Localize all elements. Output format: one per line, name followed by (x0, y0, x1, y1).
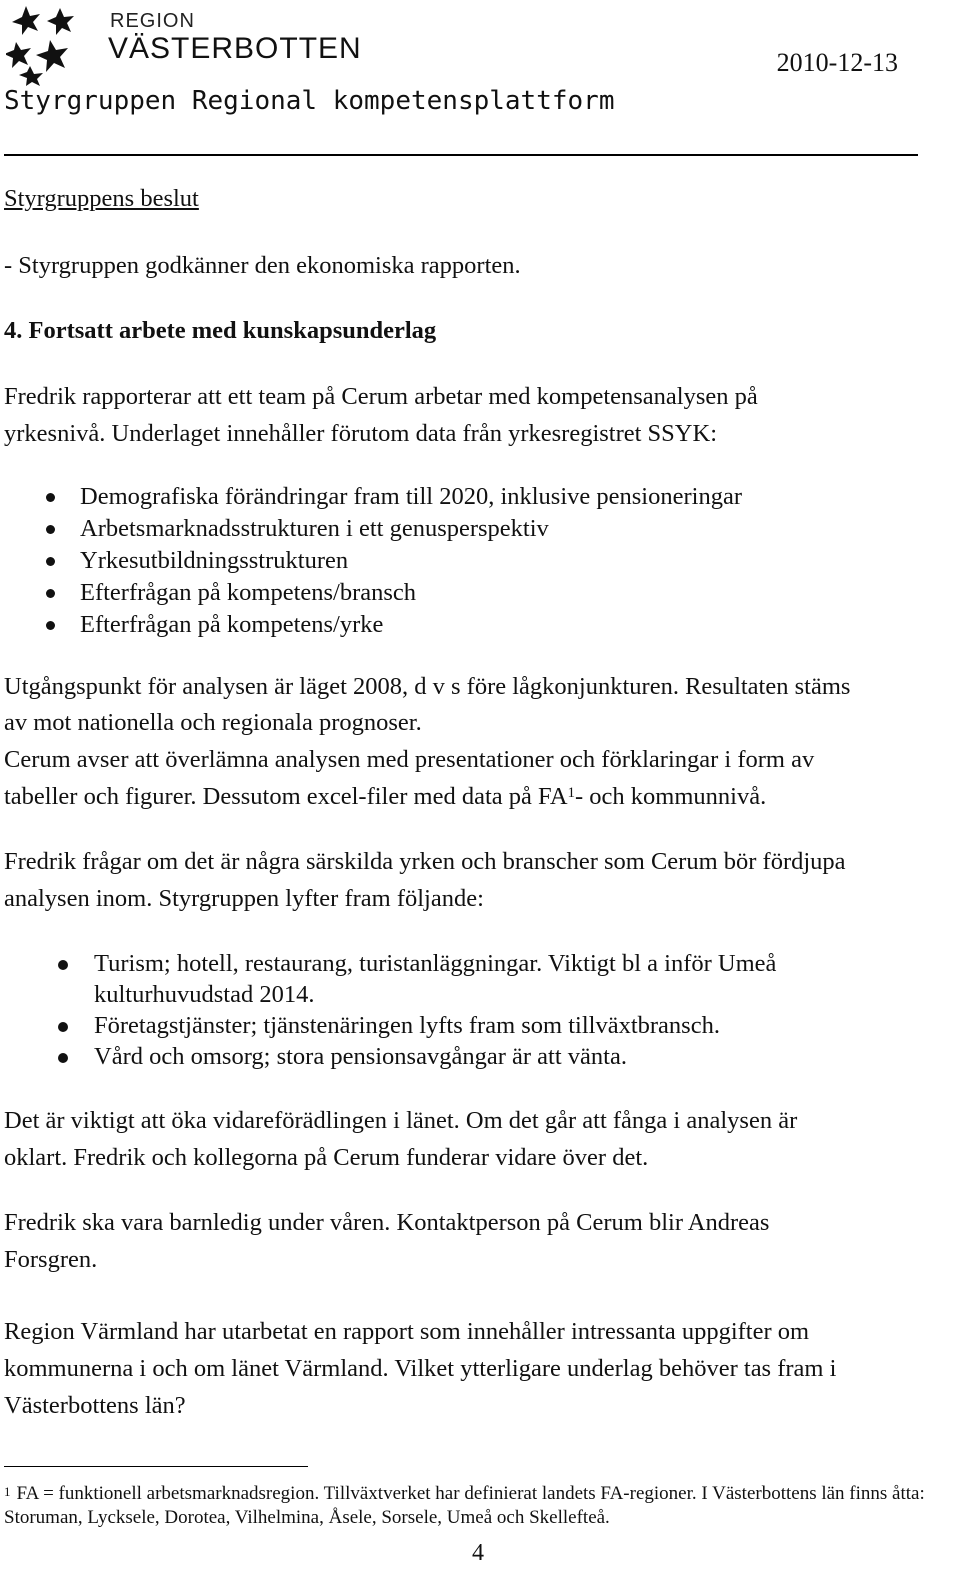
decision-heading: Styrgruppens beslut (4, 185, 199, 212)
paragraph-6-line-2: Forsgren. (4, 1246, 98, 1273)
paragraph-2-line-1: Utgångspunkt för analysen är läget 2008, d v s före lågkonjunkturen. Resultaten stäms (4, 673, 851, 700)
bullet-icon (46, 589, 55, 598)
footnote-reference: 1 (567, 785, 576, 801)
paragraph-2-line-2: av mot nationella och regionala prognoser. (4, 709, 422, 736)
document-header-title: Styrgruppen Regional kompetensplattform (4, 86, 615, 116)
list-item: Företagstjänster; tjänstenäringen lyfts fram som tillväxtbransch. (0, 1010, 884, 1041)
paragraph-3-line-2: tabeller och figurer. Dessutom excel-filer med data på $FA^1-$ och kommunnivå. (4, 783, 767, 810)
decision-text: - Styrgruppen godkänner den ekonomiska rapporten. (4, 252, 521, 279)
org-name-line2: VÄSTERBOTTEN (108, 32, 362, 65)
paragraph-7-line-1: Region Värmland har utarbetat en rapport som innehåller intressanta uppgifter om (4, 1318, 810, 1345)
document-date: 2010-12-13 (776, 48, 898, 77)
paragraph-4-line-2: analysen inom. Styrgruppen lyfter fram följande: (4, 885, 484, 912)
paragraph-5-line-1: Det är viktigt att öka vidareförädlingen i länet. Om det går att fånga i analysen är (4, 1107, 798, 1134)
bullet-icon (58, 960, 68, 970)
paragraph-1-line-1: Fredrik rapporterar att ett team på Cerum arbetar med kompetensanalysen på (4, 383, 758, 410)
paragraph-3-line-1: Cerum avser att överlämna analysen med presentationer och förklaringar i form av (4, 746, 815, 773)
bullet-icon (46, 621, 55, 630)
bullet-icon (58, 1022, 68, 1032)
paragraph-4-line-1: Fredrik frågar om det är några särskilda yrken och branscher som Cerum bör fördjupa (4, 848, 846, 875)
header-divider (4, 154, 918, 156)
footnote-text: FA = funktionell arbetsmarknadsregion. Tillväxtverket har definierat landets FA-regioner. I Västerbottens län finns åtta: Storuman, Lycksele, Dorotea, Vilhelmina, Åsele, Sorsele, Umeå och Skellefteå. (4, 1483, 925, 1528)
bullet-icon (46, 493, 55, 502)
org-logo (6, 4, 88, 86)
paragraph-7-line-2: kommunerna i och om länet Värmland. Vilket ytterligare underlag behöver tas fram i (4, 1355, 837, 1382)
footnote-divider (4, 1466, 308, 1467)
star-cluster-logo-icon (6, 4, 88, 86)
priority-sectors-list (0, 948, 884, 1072)
list-item: Vård och omsorg; stora pensionsavgångar är att vänta. (0, 1041, 884, 1072)
bullet-icon (46, 525, 55, 534)
paragraph-1-line-2: yrkesnivå. Underlaget innehåller förutom data från yrkesregistret SSYK: (4, 420, 718, 447)
footnote (4, 1482, 954, 1530)
page-number: 4 (472, 1540, 484, 1566)
bullet-icon (58, 1053, 68, 1063)
paragraph-7-line-3: Västerbottens län? (4, 1392, 186, 1419)
paragraph-6-line-1: Fredrik ska vara barnledig under våren. Kontaktperson på Cerum blir Andreas (4, 1209, 770, 1236)
section-heading: 4. Fortsatt arbete med kunskapsunderlag (4, 317, 437, 344)
list-item: Turism; hotell, restaurang, turistanläggningar. Viktigt bl a inför Umeå kulturhuvudstad 2014. (0, 948, 884, 1010)
org-name-line1: REGION (110, 10, 195, 32)
footnote-marker: 1 (4, 1484, 11, 1499)
paragraph-5-line-2: oklart. Fredrik och kollegorna på Cerum funderar vidare över det. (4, 1144, 649, 1171)
bullet-icon (46, 557, 55, 566)
